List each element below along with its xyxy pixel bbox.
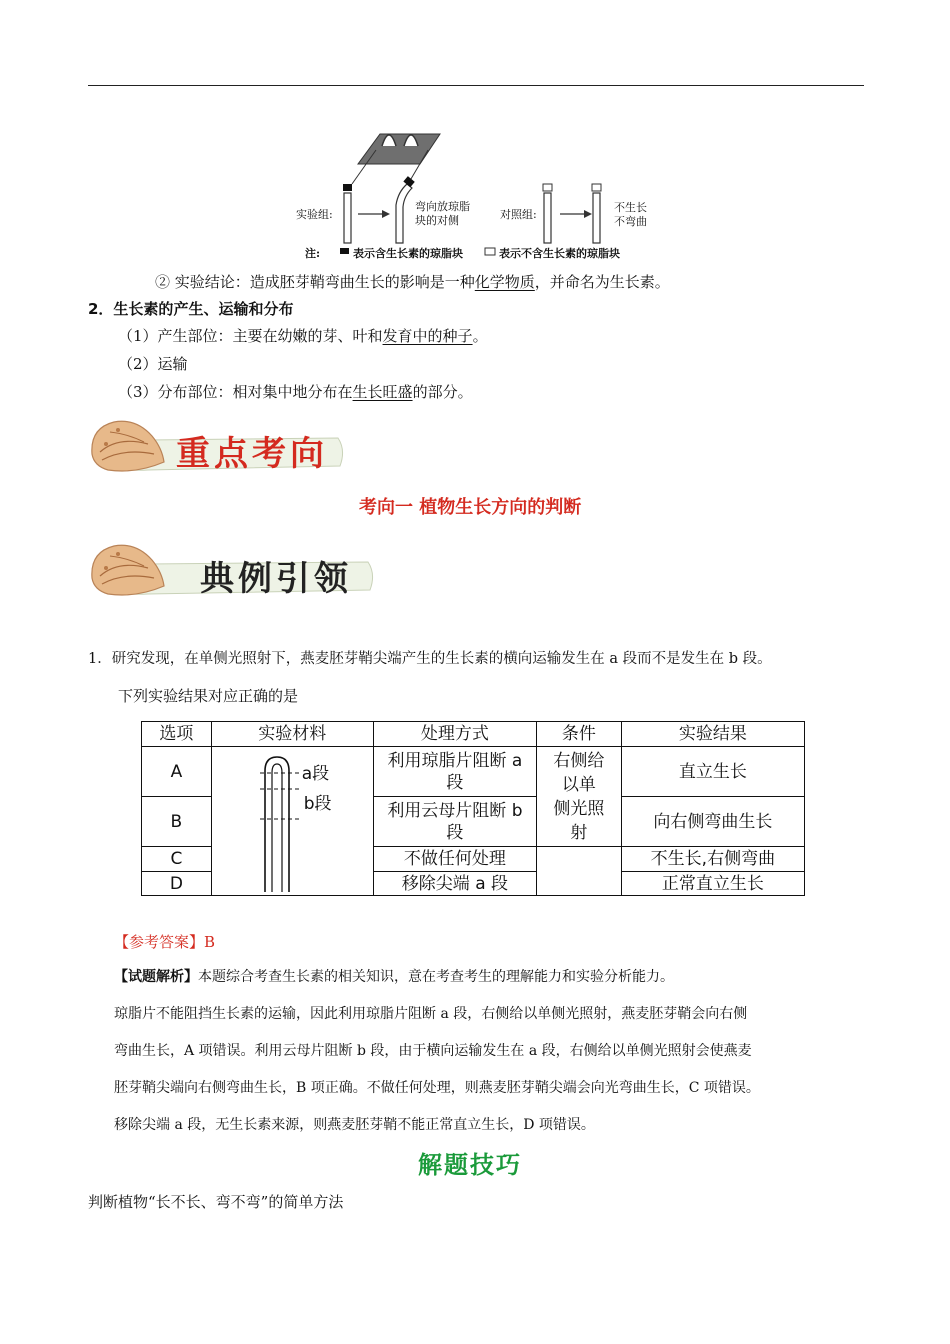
- option-cell: A: [142, 747, 212, 797]
- header-option: 选项: [142, 722, 212, 747]
- coleoptile-shape: [593, 193, 600, 243]
- section2-item2: （2）运输: [118, 355, 188, 373]
- label-b-segment: b段: [303, 794, 332, 814]
- header-rule: [88, 85, 864, 86]
- header-material: 实验材料: [211, 722, 373, 747]
- note-white: 表示不含生长素的琼脂块: [499, 247, 620, 260]
- underlined-answer: 发育中的种子: [382, 327, 473, 345]
- white-agar-block: [543, 184, 552, 191]
- tips-line: 判断植物“长不长、弯不弯”的简单方法: [88, 1193, 344, 1211]
- experiment-result-1: 弯向放琼脂: [415, 200, 470, 213]
- black-agar-block: [343, 184, 352, 191]
- underlined-answer: 化学物质: [474, 273, 535, 291]
- method-cell: 不做任何处理: [373, 847, 536, 872]
- analysis-line-1: 【试题解析】本题综合考查生长素的相关知识，意在考查考生的理解能力和实验分析能力。: [114, 969, 674, 985]
- result-cell: 正常直立生长: [621, 872, 804, 896]
- question-line-2: 下列实验结果对应正确的是: [118, 687, 299, 705]
- coleoptile-shape: [544, 193, 551, 243]
- options-table: [141, 721, 805, 896]
- note-prefix: 注:: [305, 247, 321, 260]
- answer-line: [114, 932, 215, 952]
- coleoptile-shape: [344, 193, 351, 243]
- analysis-label: 【试题解析】: [114, 969, 198, 985]
- result-cell: 直立生长: [621, 747, 804, 797]
- tips-title: 解题技巧: [418, 1151, 522, 1179]
- control-result-2: 不弯曲: [614, 215, 647, 228]
- method-cell: 利用云母片阻断 b 段: [373, 797, 536, 847]
- question-line-1: 1．研究发现，在单侧光照射下，燕麦胚芽鞘尖端产生的生长素的横向运输发生在 a 段而不是发生在 b 段。: [88, 651, 772, 667]
- experiment-figure: [290, 120, 680, 265]
- header-result: 实验结果: [621, 722, 804, 747]
- option-cell: C: [142, 847, 212, 872]
- coleoptile-diagram: [212, 747, 373, 895]
- result-cell: 向右侧弯曲生长: [621, 797, 804, 847]
- control-result-1: 不生长: [614, 201, 647, 214]
- banner-typical-examples: [88, 538, 378, 608]
- direction-title: 考向一 植物生长方向的判断: [359, 497, 582, 518]
- table-header-row: [142, 722, 805, 747]
- analysis-line-4: 胚芽鞘尖端向右侧弯曲生长，B 项正确。不做任何处理，则燕麦胚芽鞘尖端会向光弯曲生长，C 项错误。: [114, 1080, 760, 1096]
- note-black: 表示含生长素的琼脂块: [353, 247, 463, 260]
- header-condition: 条件: [537, 722, 622, 747]
- banner-key-directions-text: 重点考向: [176, 434, 328, 474]
- section2-item3: （3）分布部位：相对集中地分布在生长旺盛的部分。: [118, 383, 473, 401]
- banner-typical-examples-text: 典例引领: [200, 559, 352, 599]
- method-cell: 移除尖端 a 段: [373, 872, 536, 896]
- conclusion-line: ② 实验结论：造成胚芽鞘弯曲生长的影响是一种化学物质，并命名为生长素。: [155, 273, 670, 291]
- label-a-segment: a段: [301, 764, 330, 784]
- method-cell: 利用琼脂片阻断 a 段: [373, 747, 536, 797]
- condition-cell-empty: [537, 847, 622, 896]
- section2-item1: （1）产生部位：主要在幼嫩的芽、叶和发育中的种子。: [118, 327, 488, 345]
- analysis-line-3: 弯曲生长，A 项错误。利用云母片阻断 b 段，由于横向运输发生在 a 段，右侧给以单侧光照射会使燕麦: [114, 1043, 752, 1059]
- material-cell: [211, 747, 373, 896]
- analysis-line-5: 移除尖端 a 段，无生长素来源，则燕麦胚芽鞘不能正常直立生长，D 项错误。: [114, 1117, 595, 1133]
- answer-label: 【参考答案】: [114, 933, 205, 951]
- experiment-label: 实验组:: [296, 208, 333, 221]
- agar-plate-shape: [358, 134, 440, 164]
- condition-cell: 右侧给 以单 侧光照 射: [537, 747, 622, 847]
- option-cell: D: [142, 872, 212, 896]
- bent-coleoptile-shape: [396, 184, 412, 243]
- table-row: [142, 747, 805, 797]
- section2-title: 2．生长素的产生、运输和分布: [88, 300, 294, 318]
- analysis-line-2: 琼脂片不能阻挡生长素的运输，因此利用琼脂片阻断 a 段，右侧给以单侧光照射，燕麦胚芽鞘会向右侧: [114, 1006, 748, 1022]
- answer-value: B: [204, 933, 216, 951]
- option-cell: B: [142, 797, 212, 847]
- experiment-result-2: 块的对侧: [415, 214, 459, 227]
- control-label: 对照组:: [500, 208, 537, 221]
- underlined-answer: 生长旺盛: [352, 383, 413, 401]
- header-method: 处理方式: [373, 722, 536, 747]
- banner-key-directions: [88, 414, 348, 484]
- result-cell: 不生长,右侧弯曲: [621, 847, 804, 872]
